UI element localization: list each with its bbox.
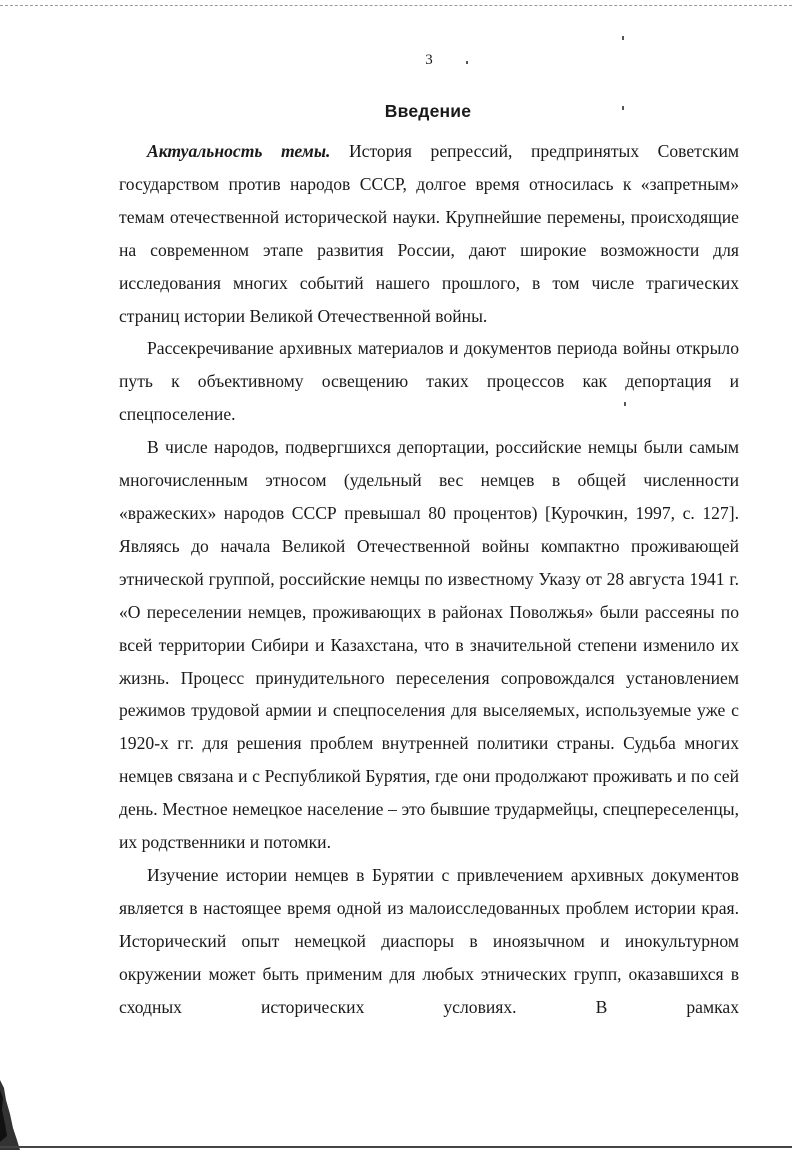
scan-binding-edge xyxy=(0,1080,20,1150)
section-heading: Введение xyxy=(384,101,472,121)
paragraph-text: В числе народов, подвергшихся депортации, российские немцы были самым многочисленным этносом (удельный вес немцев в общей численности «вражеских» народов СССР превышал 80 процентов) [Курочкин, 1997, с. 127]. Являясь до начала Великой Отечественной войны компактно проживающей этнической группой, российские немцы по известному Указу от 28 августа 1941 г. «О переселении немцев, проживающих в районах Поволжья» были рассеяны по всей территории Сибири и Казахстана, что в значительной степени изменило их жизнь. Процесс принудительного переселения сопровождался установлением режимов трудовой армии и спецпоселения для выселяемых, используемые уже с 1920-х гг. для решения проблем внутренней политики страны. Судьба многих немцев связана и с Республикой Бурятия, где они продолжают проживать и по сей день. Местное немецкое население – это бывшие трудармейцы, спецпереселенцы, их родственники и потомки. xyxy=(119,437,739,853)
paragraph-deportation xyxy=(119,431,739,859)
paragraph-lead: Актуальность темы. xyxy=(147,141,331,161)
paragraph-relevance xyxy=(119,135,739,332)
paragraph-text: Рассекречивание архивных материалов и документов периода войны открыло путь к объективному освещению таких процессов как депортация и спецпоселение. xyxy=(119,338,739,425)
scan-speck xyxy=(624,402,626,406)
scan-top-edge xyxy=(0,5,792,6)
scan-bottom-edge xyxy=(0,1146,792,1148)
paragraph-text: Изучение истории немцев в Бурятии с привлечением архивных документов является в настоящее время одной из малоисследованных проблем истории края. Исторический опыт немецкой диаспоры в иноязычном и инокультурном окружении может быть применим для любых этнических групп, оказавшихся в сходных исторических условиях. В рамках xyxy=(119,864,739,1017)
paragraph-text: История репрессий, предпринятых Советским государством против народов СССР, долгое время относилась к «запретным» темам отечественной исторической науки. Крупнейшие перемены, происходящие на современном этапе развития России, дают широкие возможности для исследования многих событий нашего прошлого, в том числе трагических страниц истории Великой Отечественной войны. xyxy=(119,141,739,326)
paragraph-declassification xyxy=(119,332,739,431)
scan-speck xyxy=(466,61,468,64)
scan-speck xyxy=(622,106,624,110)
scan-speck xyxy=(622,36,624,40)
page-number: 3 xyxy=(425,52,433,68)
document-body xyxy=(119,135,739,1023)
paragraph-study xyxy=(119,859,739,1024)
